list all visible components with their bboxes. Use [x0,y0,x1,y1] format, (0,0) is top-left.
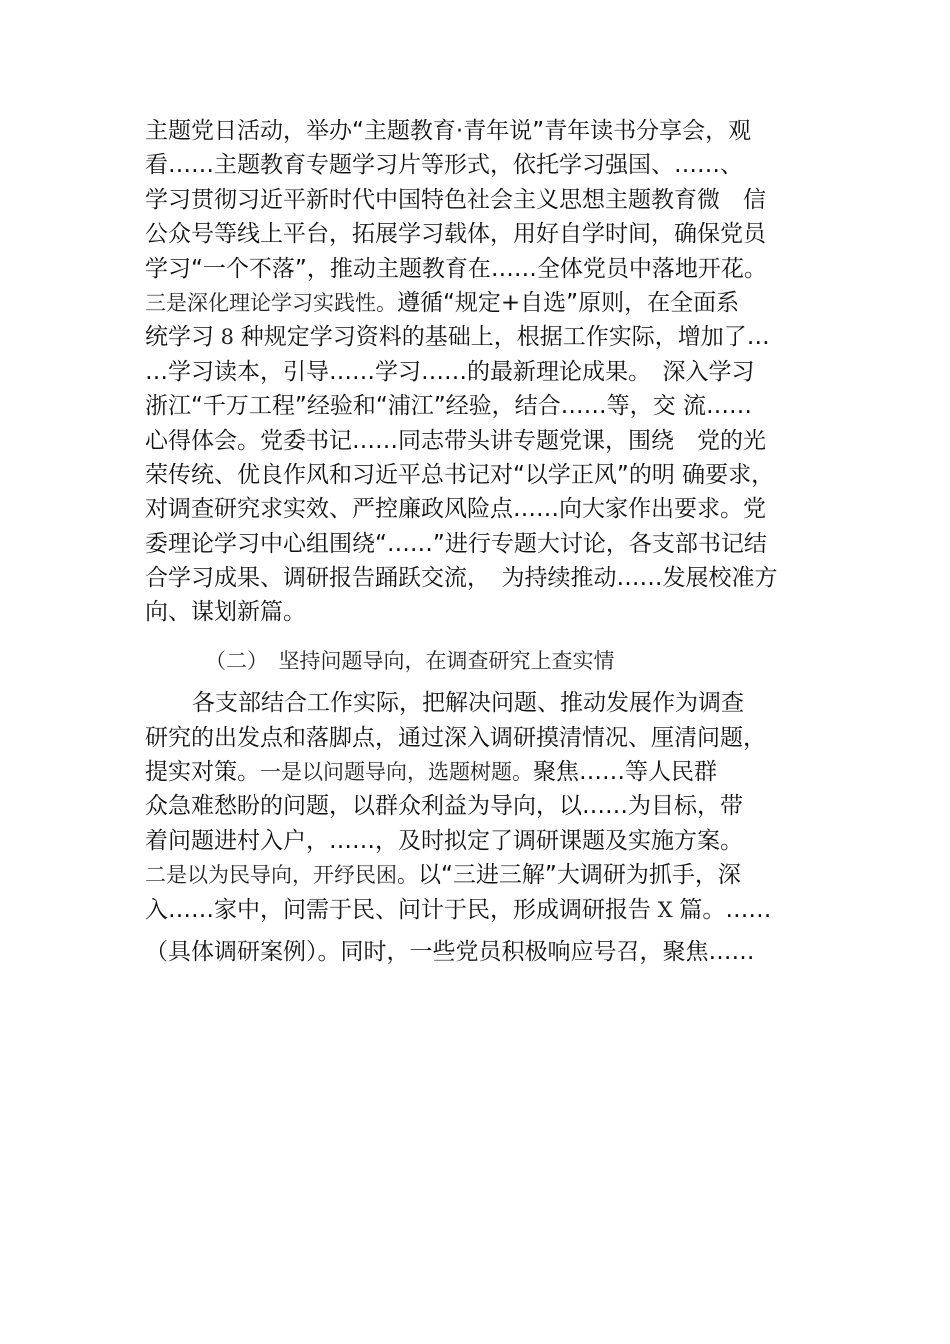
text-line: 合学习成果、调研报告踊跃交流， 为持续推动……发展校准方 [145,565,778,592]
text-line: 众急难愁盼的问题，以群众利益为导向，以……为目标，带 [145,793,743,820]
text-line: 浙江“千万工程”经验和“浦江”经验，结合……等，交 流…… [145,393,752,420]
sub-heading-three: 三是深化理论学习实践性。 [145,290,397,315]
text-run: 统学习 [145,324,214,351]
text-line: 向、谋划新篇。 [145,599,306,626]
paragraph-theory-study [145,114,825,630]
text-line: （具体调研案例）。同时，一些党员积极响应号召，聚焦…… [145,938,755,965]
text-run: 篇。…… [679,896,772,923]
text-line [145,286,825,320]
text-run: 聚焦……等人民群 [533,759,717,786]
text-line: 看……主题教育专题学习片等形式，依托学习强国、……、 [145,152,743,179]
number-run: 8 [214,325,241,350]
text-line: 主题党日活动，举办“主题教育·青年说”青年读书分享会，观 [145,118,752,144]
text-line [145,893,825,927]
text-line: 荣传统、优良作风和习近平总书记对“以学正风”的明 确要求， [145,461,775,488]
text-run: 以“三进三解”大调研为抓手，深 [418,862,741,889]
text-line: 心得体会。党委书记……同志带头讲专题党课，围绕 党的光 [145,427,766,454]
text-run: 入……家中，问需于民、问计于民，形成调研报告 [145,896,651,923]
text-run: 提实对策。 [145,759,260,786]
text-line: 各支部结合工作实际，把解决问题、推动发展作为调查 [192,690,744,717]
text-line [145,320,825,354]
text-line: …学习读本，引导……学习……的最新理论成果。 深入学习 [145,358,755,385]
document-body [145,114,825,969]
text-line: 研究的出发点和落脚点，通过深入调研摸清情况、厘清问题， [145,724,766,751]
text-line: 公众号等线上平台，拓展学习载体，用好自学时间，确保党员 [145,221,766,248]
text-line: 着问题进村入户，……，及时拟定了调研课题及实施方案。 [145,827,743,854]
text-line: 学习“一个不落”，推动主题教育在……全体党员中落地开花。 [145,255,767,282]
sub-heading-one: 一是以问题导向，选题树题。 [260,760,533,785]
paragraph-investigation [145,686,825,969]
text-run: 种规定学习资料的基础上，根据工作实际，增加了… [240,324,770,351]
text-line [145,755,825,789]
letter-run: X [651,897,680,922]
text-line: 对调查研究求实效、严控廉政风险点……向大家作出要求。党 [145,496,766,523]
sub-heading-two: 二是以为民导向，开纾民困。 [145,863,418,888]
text-run: 遵循“规定+自选”原则，在全面系 [397,289,740,316]
section-heading: （二） 坚持问题导向，在调查研究上查实情 [205,648,615,673]
text-line [145,858,825,892]
text-line: 委理论学习中心组围绕“……”进行专题大讨论，各支部书记结 [145,530,767,557]
text-line: 学习贯彻习近平新时代中国特色社会主义思想主题教育微 信 [145,186,766,213]
